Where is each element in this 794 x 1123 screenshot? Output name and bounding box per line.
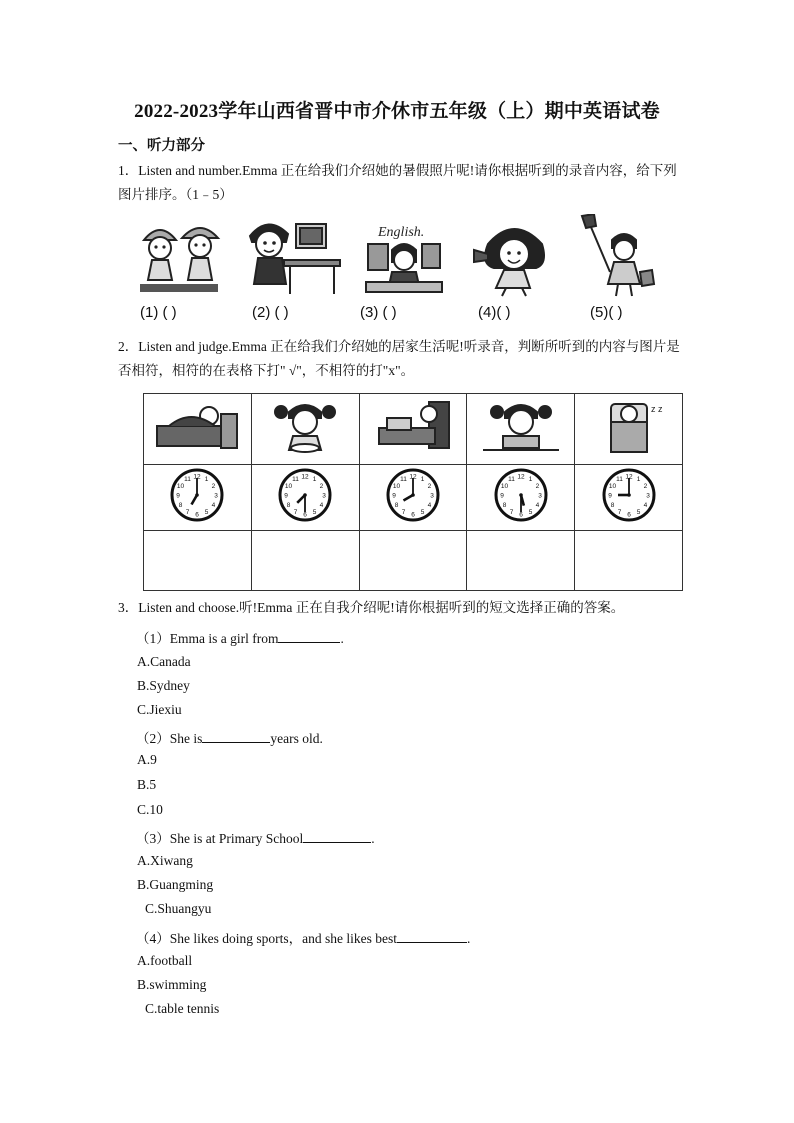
clock-numeral: 12 [517,473,525,481]
doing-homework-icon [367,398,459,456]
option[interactable]: C.table tennis [145,1001,220,1016]
svg-text:z z: z z [650,403,663,414]
activity-cell [575,394,683,465]
picture-2-answer[interactable]: (2) ( ) [252,304,289,321]
clock-numeral: 6 [303,511,307,519]
clock-icon [275,465,335,525]
clock-numeral: 12 [624,473,633,481]
activity-cell [251,394,359,465]
option[interactable]: A.9 [137,752,157,767]
judge-table [143,393,683,591]
clock-numeral: 6 [626,511,631,519]
picture-4-answer[interactable]: (4)( ) [478,304,511,321]
clock-numeral: 4 [212,502,216,509]
stem-tail: . [371,831,375,846]
clock-numeral: 4 [643,502,647,509]
clock-numeral: 2 [643,483,647,490]
clock-numeral: 11 [184,476,192,484]
clock-numeral: 11 [615,476,623,484]
option[interactable]: C.Shuangyu [145,901,212,916]
clock-numeral: 8 [502,502,507,509]
clock-numeral: 8 [179,502,183,509]
eating-breakfast-icon [259,398,351,456]
clock-numeral: 10 [285,483,293,490]
question-1-text: 1．Listen and number.Emma 正在给我们介绍她的暑假照片呢!请你根据听到的录音内容，给下列图片排序。（1﹣5） [118,163,677,202]
option[interactable]: C.Jiexiu [137,702,182,717]
reading-book-icon [475,398,567,456]
question-2-text: 2．Listen and judge.Emma 正在给我们介绍她的居家生活呢!听录音，判断所听到的内容与图片是否相符，相符的在表格下打" √"，不相符的打"x"。 [118,339,680,378]
girl-singing-icon [470,214,560,298]
clock-numeral: 7 [293,508,298,516]
clock-numeral: 9 [499,492,504,500]
clock-numeral: 3 [645,492,650,500]
clock-numeral: 3 [322,492,326,500]
english-board-label: English. [378,225,425,240]
answer-blank[interactable] [397,930,467,943]
q3-item-4-stem [136,927,470,947]
answer-cell[interactable] [144,531,252,591]
clock-numeral: 12 [193,473,202,481]
clock-numeral: 9 [284,492,288,500]
stem-text: （3）She is at Primary School [136,831,304,846]
option[interactable]: B.Sydney [137,678,190,693]
clock-numeral: 10 [177,483,185,490]
clock-numeral: 10 [500,483,508,490]
stem-tail: . [340,631,344,646]
clock-numeral: 1 [312,476,317,484]
answer-blank[interactable] [303,830,371,843]
clock-numeral: 10 [392,483,401,490]
clock-numeral: 2 [427,483,432,490]
q3-item-3-stem [136,827,375,847]
clock-icon [167,465,227,525]
picture-5-answer[interactable]: (5)( ) [590,304,623,321]
clock-numeral: 7 [509,508,514,516]
clock-numeral: 11 [400,476,407,484]
answer-cell[interactable] [359,531,467,591]
option[interactable]: A.football [137,953,193,968]
clock-numeral: 4 [319,502,324,509]
clock-numeral: 9 [176,492,181,500]
clock-numeral: 7 [401,508,406,516]
option[interactable]: A.Xiwang [137,853,193,868]
clock-numeral: 4 [535,502,540,509]
sleeping-icon [583,398,675,456]
clock-numeral: 9 [392,492,396,500]
stem-tail: . [466,931,471,946]
answer-blank[interactable] [278,630,340,643]
clock-numeral: 12 [409,473,417,481]
boy-at-computer-icon [246,214,344,300]
page-title: 2022-2023学年山西省晋中市介休市五年级（上）期中英语试卷 [134,101,660,122]
clock-numeral: 2 [212,483,216,490]
clock-cell [359,465,467,531]
clock-numeral: 1 [528,476,533,484]
clock-numeral: 4 [427,502,432,509]
getting-up-icon [151,398,243,456]
activity-row [144,394,683,465]
clock-center [303,493,307,497]
clock-numeral: 5 [528,508,533,516]
option[interactable]: B.swimming [137,977,207,992]
clock-numeral: 1 [636,476,640,484]
clock-numeral: 5 [420,508,425,516]
clock-icon [491,465,551,525]
clock-numeral: 11 [507,476,515,484]
answer-cell[interactable] [251,531,359,591]
activity-cell [467,394,575,465]
clock-numeral: 6 [411,511,415,519]
clock-numeral: 6 [518,511,523,519]
clock-icon [599,465,659,525]
clock-numeral: 5 [312,508,317,516]
clock-numeral: 3 [214,492,219,500]
clock-cell [467,465,575,531]
section-heading: 一、听力部分 [118,138,205,154]
activity-cell [359,394,467,465]
answer-row [144,531,683,591]
english-class-icon [364,214,444,298]
two-girls-in-hats-icon [138,214,230,298]
clock-numeral: 10 [608,483,616,490]
clock-numeral: 12 [301,473,309,481]
clock-cell [575,465,683,531]
option[interactable]: B.5 [137,777,157,792]
clock-numeral: 1 [420,476,425,484]
clock-numeral: 2 [319,483,324,490]
clock-row [144,465,683,531]
girl-cleaning-icon [578,214,664,300]
clock-numeral: 5 [205,508,209,516]
clock-numeral: 6 [195,511,200,519]
option[interactable]: B.Guangming [137,877,214,892]
clock-numeral: 9 [607,492,612,500]
clock-numeral: 8 [394,502,399,509]
picture-1-answer[interactable]: (1) ( ) [140,304,177,321]
clock-numeral: 7 [617,508,621,516]
stem-tail: years old. [270,731,323,746]
clock-icon [383,465,443,525]
clock-numeral: 8 [610,502,614,509]
stem-text: （2）She is [136,731,203,746]
clock-cell [144,465,252,531]
clock-center [519,493,523,497]
q3-item-2-stem [136,727,323,747]
picture-3-answer[interactable]: (3) ( ) [360,304,397,321]
clock-numeral: 3 [430,492,434,500]
clock-numeral: 11 [292,476,300,484]
q3-item-1-stem [136,627,344,647]
clock-numeral: 5 [636,508,640,516]
clock-center [627,493,631,497]
clock-numeral: 2 [535,483,540,490]
clock-center [196,493,200,497]
answer-cell[interactable] [467,531,575,591]
clock-numeral: 7 [186,508,190,516]
answer-blank[interactable] [202,730,270,743]
stem-text: （1）Emma is a girl from [136,631,279,646]
option[interactable]: A.Canada [137,654,191,669]
question-3-text: 3．Listen and choose.听!Emma 正在自我介绍呢!请你根据听到的短文选择正确的答案。 [118,600,625,615]
clock-center [411,493,415,497]
clock-numeral: 8 [286,502,291,509]
clock-numeral: 1 [205,476,209,484]
stem-text: （4）She likes doing sports，and she likes best [136,931,397,946]
answer-cell[interactable] [575,531,683,591]
clock-cell [251,465,359,531]
activity-cell [144,394,252,465]
option[interactable]: C.10 [137,802,163,817]
clock-numeral: 3 [537,492,542,500]
